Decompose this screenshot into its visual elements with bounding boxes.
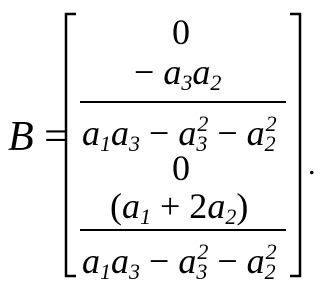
var-a: a: [82, 113, 100, 153]
row1-value: 0: [172, 12, 190, 52]
subscript: 2: [264, 259, 276, 284]
row2-fraction-bar: [80, 101, 286, 103]
equals-sign: =: [44, 114, 68, 160]
var-a: a: [246, 113, 265, 153]
symbol-b: B: [8, 114, 34, 160]
minus-sign: −: [149, 113, 170, 153]
subscript: 3: [181, 70, 193, 95]
row4-fraction-bar: [80, 229, 286, 231]
subscript: 3: [129, 131, 140, 156]
subscript: 1: [100, 131, 111, 156]
subscript: 3: [196, 131, 208, 156]
matrix-entry-row1: [172, 14, 190, 50]
subscript: 2: [210, 70, 222, 95]
row2-numerator: [134, 54, 221, 101]
var-a: a: [111, 241, 129, 281]
minus-sign: −: [134, 52, 155, 92]
left-bracket: [66, 14, 76, 276]
subscript: 2: [264, 131, 276, 156]
subscript: 1: [100, 259, 111, 284]
minus-sign: −: [149, 241, 170, 281]
superscript: 2: [265, 239, 277, 264]
row4-numerator: [110, 188, 248, 235]
trailing-period: .: [308, 148, 316, 181]
var-a: a: [192, 52, 211, 92]
close-paren: ): [236, 186, 249, 226]
right-bracket: [290, 14, 300, 276]
plus-two: + 2: [151, 186, 208, 226]
superscript: 2: [197, 111, 209, 136]
superscript: 2: [197, 239, 209, 264]
subscript: 2: [225, 204, 237, 229]
minus-sign: −: [217, 113, 238, 153]
var-a: a: [178, 241, 197, 281]
subscript: 3: [129, 259, 140, 284]
var-a: a: [178, 113, 197, 153]
superscript: 2: [265, 111, 277, 136]
var-a: a: [246, 241, 265, 281]
var-a: a: [163, 52, 182, 92]
subscript: 1: [140, 204, 151, 229]
var-a: a: [111, 113, 129, 153]
minus-sign: −: [217, 241, 238, 281]
var-a: a: [207, 186, 226, 226]
var-a: a: [122, 186, 140, 226]
row3-value: 0: [172, 148, 190, 188]
row4-denominator: [82, 234, 277, 290]
open-paren: (: [110, 186, 122, 226]
matrix-entry-row3: [172, 150, 190, 186]
subscript: 3: [196, 259, 208, 284]
var-a: a: [82, 241, 100, 281]
